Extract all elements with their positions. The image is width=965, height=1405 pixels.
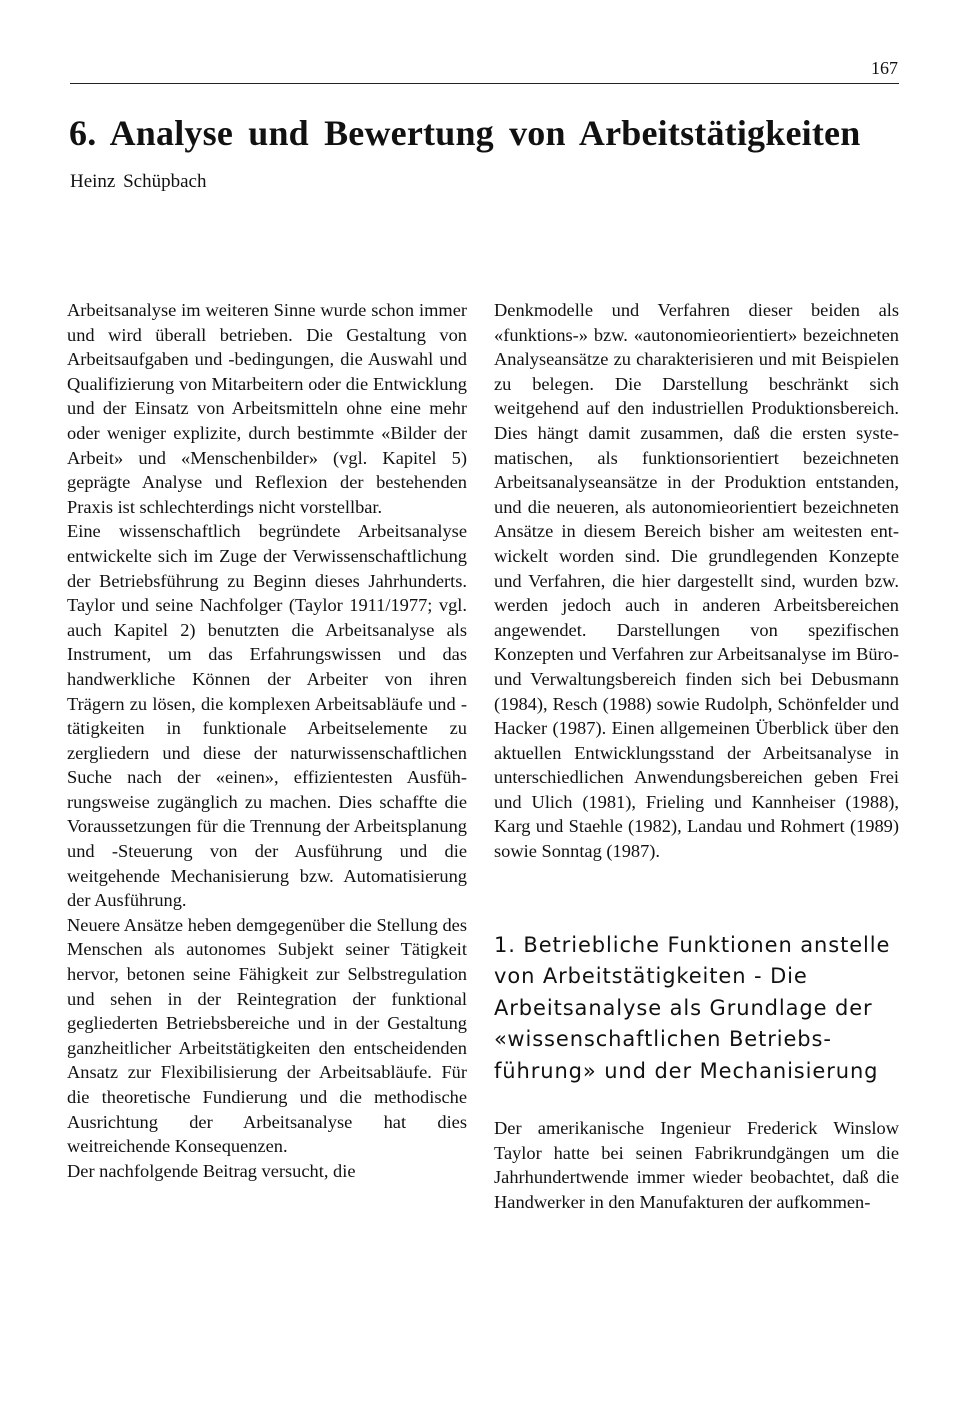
section-heading: 1. Betriebliche Funktionen anstelle von Arbeitstätigkeiten - Die Arbeitsanalyse als Grundlage der «wissenschaftlichen Betriebsführung» und der Mechanisierung xyxy=(494,932,891,1083)
right-column xyxy=(494,298,899,1215)
paragraph: Der nachfolgende Beitrag versucht, die xyxy=(67,1160,356,1181)
paragraph: Denkmodelle und Verfahren dieser beiden als «funktions-» bzw. «autonomieorientiert» bezeichneten Analyseansätze zu charakterisieren und mit Beispielen zu belegen. Die Darstellung beschränkt sich weitgehend auf den industriellen Produktionsbereich. Dies hängt damit zusammen, daß die ersten systematischen, als funktionsorientiert bezeichneten Arbeitsanalyseansätze in der Produktion entstanden, und die neueren, als autonomieorientiert bezeichneten Ansätze in diesem Bereich bisher am weitesten entwickelt worden sind. Die grundlegenden Konzepte und Verfahren, die hier dargestellt sind, wurden bzw. werden jedoch auch in anderen Arbeitsbereichen angewendet. Darstellungen von spezifischen Konzepten und Verfahren zur Arbeitsanalyse im Büro- und Verwaltungsbereich finden sich bei Debusmann (1984), Resch (1988) sowie Rudolph, Schönfelder und Hacker (1987). Einen allgemeinen Überblick über den aktuellen Entwicklungsstand der Arbeitsanalyse in unterschiedlichen Anwendungsbereichen geben Frei und Ulich (1981), Frieling und Kannheiser (1988), Karg und Staehle (1982), Landau und Rohmert (1989) sowie Sonntag (1987). xyxy=(494,300,899,862)
header-rule xyxy=(70,83,899,84)
paragraph: Der amerikanische Ingenieur Frederick Winslow Taylor hatte bei seinen Fabrikrundgängen um die Jahrhundertwende immer wieder beobachtet, daß die Handwerker in den Manufakturen der aufkommen- xyxy=(494,1118,899,1212)
paragraph: Eine wissenschaftlich begründete Arbeitsanalyse entwickelte sich im Zuge der Verwissenschaftlichung der Betriebsführung zu Beginn dieses Jahrhunderts. Taylor und seine Nachfolger (Taylor 1911/1977; vgl. auch Kapitel 2) benutzten die Arbeitsanalyse als Instrument, um das Erfahrungswissen und das handwerkliche Können der Arbeiter von ihren Trägern zu lösen, die komplexen Arbeitsabläufe und -tätigkeiten in funktionale Arbeitselemente zu zergliedern und diese der naturwissenschaftlichen Suche nach der «einen», effizientesten Ausführungsweise zugänglich zu machen. Dies schaffte die Voraussetzungen für die Trennung der Arbeitsplanung und -Steuerung von der Ausführung und die weitgehende Mechanisierung bzw. Automatisierung der Ausführung. xyxy=(67,521,467,911)
paragraph: Neuere Ansätze heben demgegenüber die Stellung des Menschen als autonomes Subjekt seiner Tätigkeit hervor, betonen seine Fähigkeit zur Selbstregulation und sehen in der Reintegration der funktional gegliederten Betriebsbereiche und in der Gestaltung ganzheitlicher Arbeitstätigkeiten den entscheidenden Ansatz zur Flexibilisierung der Arbeitsabläufe. Für die theoretische Fundierung und die methodische Ausrichtung der Arbeitsanalyse hat dies weitreichende Konsequenzen. xyxy=(67,914,467,1157)
left-column xyxy=(67,298,467,1183)
chapter-title: 6. Analyse und Bewertung von Arbeitstätigkeiten xyxy=(69,113,861,153)
paragraph: Arbeitsanalyse im weiteren Sinne wurde schon immer und wird überall betrieben. Die Gestaltung von Arbeitsaufgaben und -bedingungen, die Auswahl und Qualifizierung von Mitarbeitern oder die Entwicklung und der Einsatz von Arbeitsmitteln ohne eine mehr oder weniger explizite, durch bestimmte «Bilder der Arbeit» und «Menschenbilder» (vgl. Kapitel 5) geprägte Analyse und Reflexion der bestehenden Praxis ist schlechterdings nicht vorstellbar. xyxy=(67,300,467,517)
author-name: Heinz Schüpbach xyxy=(70,171,207,192)
page-number: 167 xyxy=(871,58,898,78)
